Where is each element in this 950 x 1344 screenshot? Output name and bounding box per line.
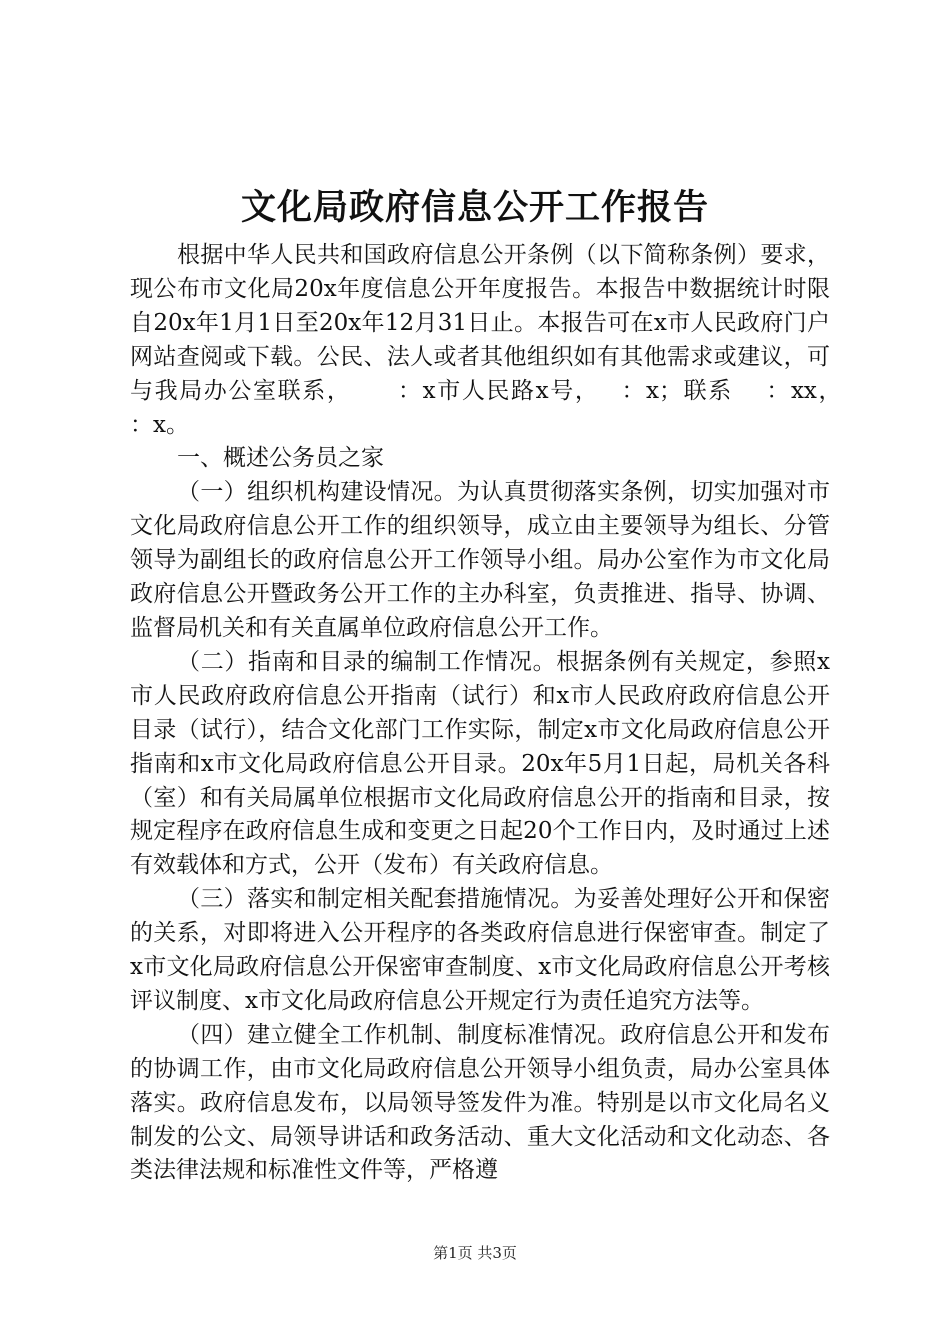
paragraph-guide-catalog: （二）指南和目录的编制工作情况。根据条例有关规定，参照x市人民政府政府信息公开指南（试行）和x市人民政府政府信息公开目录（试行），结合文化部门工作实际，制定x市文化局政府信息公开指南和x市文化局政府信息公开目录。20x年5月1日起，局机关各科（室）和有关局属单位根据市文化局政府信息公开的指南和目录，按规定程序在政府信息生成和变更之日起20个工作日内，及时通过上述有效载体和方式，公开（发布）有关政府信息。: [130, 648, 830, 879]
paragraph-mechanisms: （四）建立健全工作机制、制度标准情况。政府信息公开和发布的协调工作，由市文化局政府信息公开领导小组负责，局办公室具体落实。政府信息发布，以局领导签发件为准。特别是以市文化局名义制发的公文、局领导讲话和政务活动、重大文化活动和文化动态、各类法律法规和标准性文件等，严格遵: [130, 1021, 830, 1184]
paragraph-supporting-measures: （三）落实和制定相关配套措施情况。为妥善处理好公开和保密的关系，对即将进入公开程序的各类政府信息进行保密审查。制定了x市文化局政府信息公开保密审查制度、x市文化局政府信息公开考核评议制度、x市文化局政府信息公开规定行为责任追究方法等。: [130, 886, 830, 1014]
section-heading: 一、概述公务员之家: [177, 445, 384, 472]
intro-paragraph: 根据中华人民共和国政府信息公开条例（以下简称条例）要求，现公布市文化局20x年度信息公开年度报告。本报告中数据统计时限自20x年1月1日至20x年12月31日止。本报告可在x市人民政府门户网站查阅或下载。公民、法人或者其他组织如有其他需求或建议，可与我局办公室联系， ：x市人民路x号， ：x；联系 ：xx， ：x。: [130, 242, 861, 438]
page-footer: 第1页 共3页: [433, 1244, 517, 1262]
paragraph-organization: （一）组织机构建设情况。为认真贯彻落实条例，切实加强对市文化局政府信息公开工作的组织领导，成立由主要领导为组长、分管领导为副组长的政府信息公开工作领导小组。局办公室作为市文化局政府信息公开暨政务公开工作的主办科室，负责推进、指导、协调、监督局机关和有关直属单位政府信息公开工作。: [130, 479, 830, 641]
document-title: 文化局政府信息公开工作报告: [240, 187, 709, 228]
document-body: [130, 239, 861, 1188]
